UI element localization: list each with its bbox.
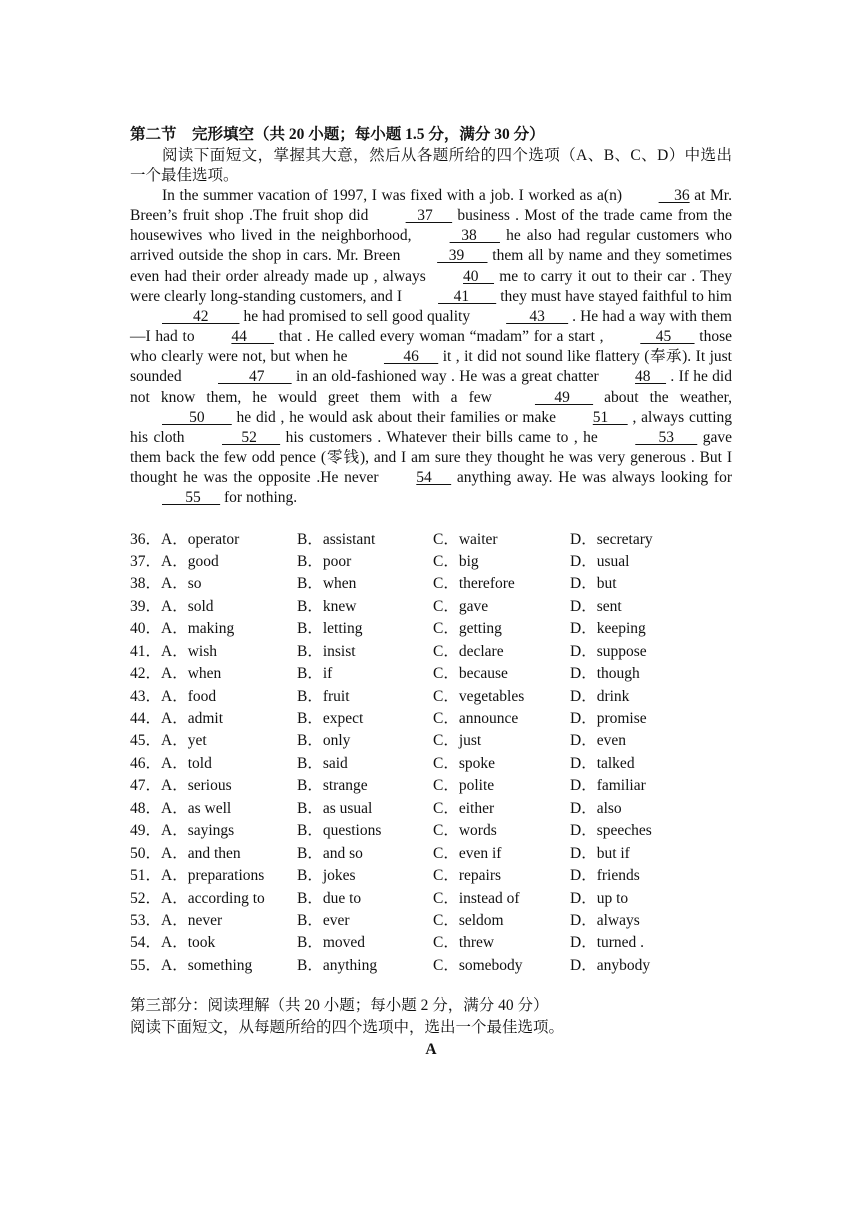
question-row (130, 775, 732, 797)
question-number: 44． (130, 710, 162, 727)
section-2-instruction: 阅读下面短文，掌握其大意，然后从各题所给的四个选项（A、B、C、D）中选出一个最佳选项。 (130, 147, 732, 184)
blank-41: 41 (438, 287, 497, 305)
section-2-title: 第二节 完形填空（共 20 小题；每小题 1.5 分，满分 30 分） (130, 126, 545, 143)
question-row (130, 596, 732, 618)
question-number: 48． (130, 799, 162, 817)
question-number: 36． (130, 530, 162, 548)
option-a-cell (130, 686, 297, 708)
passage-text: he had promised to sell good quality (239, 307, 475, 325)
option-b: B．when (297, 575, 357, 593)
option-d: D．turned . (570, 934, 645, 952)
option-d: D．drink (570, 687, 630, 705)
blank-39: 39 (437, 247, 488, 265)
blank-40: 40 (463, 267, 495, 285)
option-c: C．big (433, 552, 479, 570)
option-a-cell (130, 551, 297, 573)
question-row (130, 753, 732, 775)
question-row (130, 708, 732, 730)
option-c: C．even if (433, 844, 502, 862)
option-a-cell (130, 843, 297, 865)
question-row (130, 932, 732, 954)
option-d: D．familiar (570, 777, 646, 795)
passage-text: they must have stayed faithful to him (496, 287, 732, 305)
option-b: B．knew (297, 597, 357, 615)
passage-text: for nothing. (220, 489, 298, 507)
option-b: B．strange (297, 777, 368, 795)
question-number: 38． (130, 575, 162, 593)
question-number: 46． (130, 754, 162, 772)
option-a: A．so (161, 575, 202, 593)
blank-49: 49 (534, 388, 594, 406)
option-c: C．words (433, 822, 497, 840)
question-row (130, 529, 732, 551)
passage-text: business . Most of the trade came from the housewives who lived in the neighborhood, (130, 207, 732, 245)
option-a: A．something (161, 956, 253, 974)
option-b: B．jokes (297, 867, 356, 885)
passage-text: them all by name and they sometimes even had their order already made up , always (130, 247, 732, 285)
passage-text: he did , he would ask about their families or make (231, 408, 561, 426)
option-a-cell (130, 529, 297, 551)
option-a: A．sold (161, 597, 214, 615)
option-a: A．took (161, 934, 216, 952)
blank-55: 55 (162, 489, 221, 507)
blank-50: 50 (162, 408, 232, 426)
option-a-cell (130, 573, 297, 595)
option-d: D．even (570, 732, 626, 750)
passage-text: gave them back the few odd pence (零钱), and I am sure they thought he was very generous . But I thought he was the opposite .He never (130, 428, 732, 487)
option-c: C．vegetables (433, 687, 525, 705)
option-a: A．never (161, 911, 223, 929)
option-a: A．food (161, 687, 217, 705)
option-d: D．but (570, 575, 617, 593)
option-a-cell (130, 820, 297, 842)
option-c: C．gave (433, 597, 489, 615)
option-c: C．spoke (433, 754, 496, 772)
passage-text: . If he did not know them, he would greet them with a few (130, 368, 732, 406)
option-d: D．but if (570, 844, 630, 862)
blank-54: 54 (416, 469, 452, 487)
option-a-cell (130, 888, 297, 910)
option-a: A．told (161, 754, 212, 772)
question-number: 45． (130, 732, 162, 750)
option-c: C．getting (433, 620, 502, 638)
question-number: 53． (130, 911, 162, 929)
option-b: B．expect (297, 710, 364, 727)
option-c: C．just (433, 732, 482, 750)
option-d: D．talked (570, 754, 635, 772)
question-row (130, 798, 732, 820)
option-b: B．questions (297, 822, 382, 840)
option-a: A．operator (161, 530, 240, 548)
question-number: 51． (130, 867, 162, 885)
option-c: C．repairs (433, 867, 502, 885)
option-d: D．promise (570, 710, 647, 727)
option-b: B．said (297, 754, 348, 772)
option-b: B．due to (297, 889, 362, 907)
option-a: A．making (161, 620, 235, 638)
passage-text: about the weather, (593, 388, 732, 406)
question-number: 54． (130, 934, 162, 952)
option-a-cell (130, 663, 297, 685)
option-a: A．preparations (161, 867, 265, 885)
option-d: D．suppose (570, 642, 647, 660)
passage-text: he also had regular customers who arrived outside the shop in cars. Mr. Breen (130, 227, 732, 265)
question-number: 47． (130, 777, 162, 795)
option-d: D．anybody (570, 956, 651, 974)
option-a-cell (130, 798, 297, 820)
question-number: 42． (130, 665, 162, 683)
option-a: A．wish (161, 642, 217, 660)
part-3-title: 第三部分：阅读理解（共 20 小题；每小题 2 分，满分 40 分） (130, 997, 549, 1015)
option-a-cell (130, 618, 297, 640)
blank-38: 38 (449, 227, 500, 245)
option-b: B．and so (297, 844, 363, 862)
option-a-cell (130, 641, 297, 663)
option-a-cell (130, 932, 297, 954)
blank-44: 44 (231, 328, 275, 346)
option-b: B．if (297, 665, 333, 683)
passage-text: in an old-fashioned way . He was a great chatter (291, 368, 604, 386)
option-d: D．secretary (570, 530, 653, 548)
question-number: 43． (130, 687, 162, 705)
option-d: D．also (570, 799, 622, 817)
option-b: B．ever (297, 911, 350, 929)
question-row (130, 573, 732, 595)
blank-52: 52 (222, 428, 281, 446)
passage-text: those who clearly were not, but when he (130, 328, 733, 366)
option-a-cell (130, 910, 297, 932)
blank-51: 51 (592, 408, 628, 426)
cloze-passage (130, 186, 732, 509)
blank-37: 37 (405, 207, 453, 225)
option-a-cell (130, 865, 297, 887)
option-a: A．sayings (161, 822, 235, 840)
option-c: C．announce (433, 710, 519, 727)
option-b: B．fruit (297, 687, 350, 705)
question-row (130, 865, 732, 887)
option-c: C．either (433, 799, 495, 817)
question-row (130, 686, 732, 708)
option-a: A．as well (161, 799, 232, 817)
passage-text: . He had a way with them —I had to (130, 307, 732, 346)
question-number: 50． (130, 844, 162, 862)
passage-text: it , it did not sound like flattery (奉承). It just sounded (130, 348, 732, 386)
option-b: B．letting (297, 620, 363, 638)
question-row (130, 820, 732, 842)
option-a: A．according to (161, 889, 265, 907)
exam-page (130, 124, 732, 1061)
option-c: C．because (433, 665, 508, 683)
question-row (130, 730, 732, 752)
option-d: D．keeping (570, 620, 646, 638)
option-a: A．good (161, 552, 219, 570)
question-number: 49． (130, 822, 162, 840)
question-row (130, 910, 732, 932)
blank-53: 53 (635, 428, 698, 446)
question-number: 55． (130, 956, 162, 974)
passage-text: that . He called every woman “madam” for a start , (274, 328, 609, 346)
option-d: D．usual (570, 552, 630, 570)
option-b: B．poor (297, 552, 352, 570)
question-row (130, 888, 732, 910)
option-b: B．as usual (297, 799, 373, 817)
part-3-instruction: 阅读下面短文，从每题所给的四个选项中，选出一个最佳选项。 (130, 1019, 565, 1037)
option-b: B．assistant (297, 530, 376, 548)
question-row (130, 663, 732, 685)
option-c: C．somebody (433, 956, 523, 974)
option-b: B．moved (297, 934, 366, 952)
option-a-cell (130, 708, 297, 730)
blank-47: 47 (218, 368, 292, 386)
question-row (130, 551, 732, 573)
option-c: C．seldom (433, 911, 504, 929)
option-a: A．serious (161, 777, 232, 795)
option-d: D．though (570, 665, 640, 683)
question-row (130, 618, 732, 640)
question-row (130, 641, 732, 663)
passage-letter: A (425, 1041, 437, 1059)
blank-45: 45 (640, 328, 695, 346)
option-a-cell (130, 955, 297, 977)
option-a-cell (130, 596, 297, 618)
part-3 (130, 995, 732, 1061)
question-number: 52． (130, 889, 162, 907)
option-c: C．instead of (433, 889, 520, 907)
passage-text: In the summer vacation of 1997, I was fixed with a job. I worked as a(n) (162, 187, 627, 204)
option-b: B．only (297, 732, 351, 750)
passage-text: me to carry it out to their car . They were clearly long-standing customers, and I (130, 267, 732, 305)
question-number: 40． (130, 620, 162, 638)
passage-text: , always cutting his cloth (130, 408, 732, 446)
option-b: B．insist (297, 642, 356, 660)
option-d: D．friends (570, 867, 640, 885)
blank-42: 42 (162, 307, 240, 325)
blank-46: 46 (383, 348, 439, 366)
option-c: C．polite (433, 777, 495, 795)
option-a: A．yet (161, 732, 207, 750)
question-row (130, 843, 732, 865)
blank-36: 36 (658, 187, 690, 204)
option-c: C．waiter (433, 530, 498, 548)
question-row (130, 955, 732, 977)
blank-48: 48 (635, 368, 667, 386)
question-number: 37． (130, 552, 162, 570)
option-d: D．sent (570, 597, 622, 615)
option-c: C．declare (433, 642, 504, 660)
option-d: D．up to (570, 889, 629, 907)
option-a: A．when (161, 665, 222, 683)
option-c: C．therefore (433, 575, 515, 593)
passage-text: at Mr. Breen’s fruit shop .The fruit shop did (130, 187, 732, 225)
option-a: A．and then (161, 844, 241, 862)
question-options-list (130, 529, 732, 978)
passage-text: anything away. He was always looking for (451, 469, 732, 487)
blank-43: 43 (506, 307, 569, 325)
question-number: 39． (130, 597, 162, 615)
option-d: D．speeches (570, 822, 652, 840)
option-b: B．anything (297, 956, 378, 974)
option-c: C．threw (433, 934, 495, 952)
passage-text: his customers . Whatever their bills came to , he (280, 428, 604, 446)
option-a-cell (130, 753, 297, 775)
option-d: D．always (570, 911, 640, 929)
option-a-cell (130, 775, 297, 797)
option-a-cell (130, 730, 297, 752)
question-number: 41． (130, 642, 162, 660)
option-a: A．admit (161, 710, 224, 727)
